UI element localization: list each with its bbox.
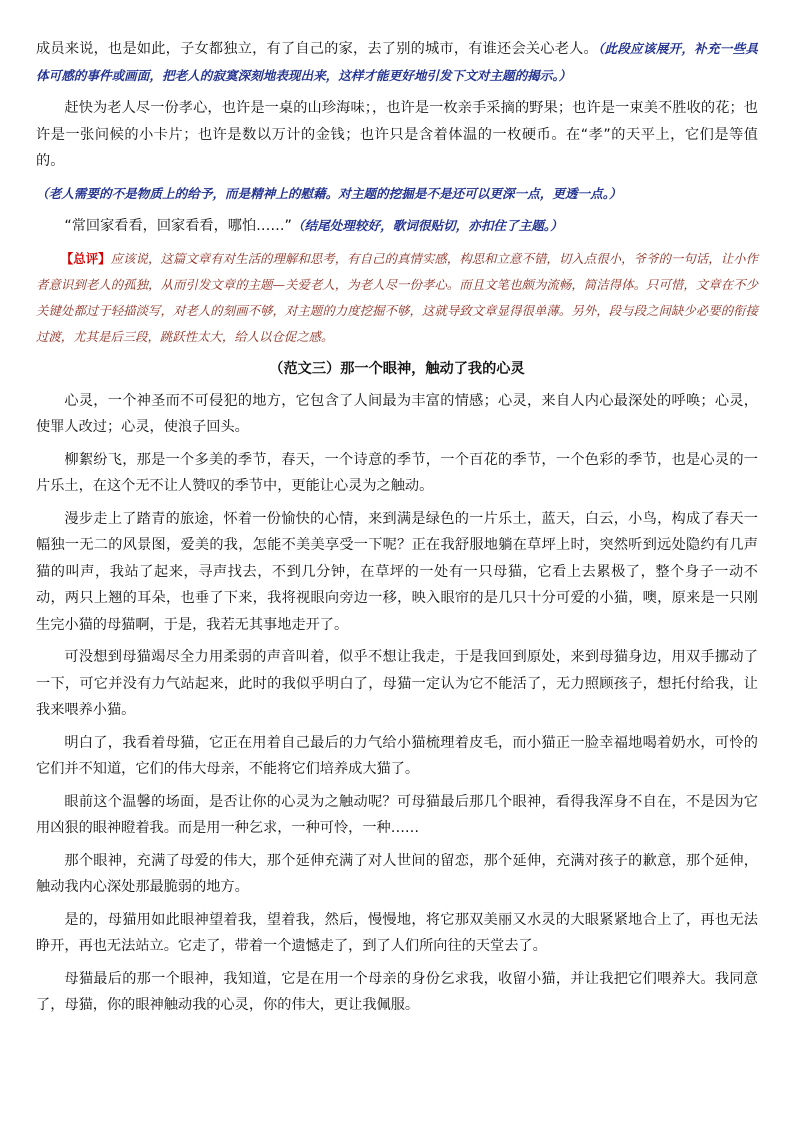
paragraph-annotation-spiritual [36, 181, 758, 208]
teacher-annotation: （老人需要的不是物质上的给予，而是精神上的慰藉。对主题的挖掘是不是还可以更深一点，更透一点。） [36, 185, 622, 201]
essay-paragraph: 漫步走上了踏青的旅途，怀着一份愉快的心情，来到满是绿色的一片乐土，蓝天，白云，小鸟，构成了春天一幅独一无二的风景图，爱美的我，怎能不美美享受一下呢？正在我舒服地躺在草坪上时，突然听到远处隐约有几声猫的叫声，我站了起来，寻声找去，不到几分钟，在草坪的一处有一只母猫，它看上去累极了，整个身子一动不动，两只上翘的耳朵，也垂了下来，我将视眼向旁边一移，映入眼帘的是几只十分可爱的小猫，噢，原来是一只刚生完小猫的母猫啊，于是，我若无其事地走开了。 [36, 510, 758, 633]
teacher-annotation: （此段应该展开，补充一些具体可感的事件或画面，把老人的寂寞深刻地表现出来，这样才能更好地引发下文对主题的揭示。） [36, 41, 758, 83]
paragraph-elderly-loneliness [36, 36, 758, 89]
paragraph-text: 成员来说，也是如此，子女都独立，有了自己的家，去了别的城市，有谁还会关心老人。 [36, 41, 598, 57]
paragraph-filial-piety [36, 95, 758, 175]
essay-paragraph: 心灵，一个神圣而不可侵犯的地方，它包含了人间最为丰富的情感；心灵，来自人内心最深处的呼唤；心灵，使罪人改过；心灵，使浪子回头。 [36, 392, 758, 435]
essay-paragraph: 可没想到母猫竭尽全力用柔弱的声音叫着，似乎不想让我走，于是我回到原处，来到母猫身边，用双手挪动了一下，可它并没有力气站起来，此时的我似乎明白了，母猫一定认为它不能活了，无力照顾孩子，想托付给我，让我来喂养小猫。 [36, 649, 758, 718]
paragraph-text: “常回家看看，回家看看，哪怕……” [64, 218, 292, 234]
paragraph-text: 赶快为老人尽一份孝心，也许是一桌的山珍海味；，也许是一枚亲手采摘的野果；也许是一束美不胜收的花；也许是一张问候的小卡片；也许是数以万计的金钱；也许只是含着体温的一枚硬币。在“孝”的天平上，它们是等值的。 [36, 100, 758, 169]
review-text: 应该说，这篇文章有对生活的理解和思考，有自己的真情实感，构思和立意不错，切入点很小，爷爷的一句话，让小作者意识到老人的孤独，从而引发文章的主题—关爱老人，为老人尽一份孝心。而且文笔也颇为流畅，简洁得体。只可惜，文章在不少关键处都过于轻描淡写，对老人的刻画不够，对主题的力度挖掘不够，这就导致文章显得很单薄。另外，段与段之间缺少必要的衔接过渡，尤其是后三段，跳跃性太大，给人以仓促之感。 [36, 250, 759, 344]
review-label: 【总评】 [60, 250, 111, 266]
paragraph-song-lyric [36, 213, 758, 240]
essay-paragraph: 母猫最后的那一个眼神，我知道，它是在用一个母亲的身份乞求我，收留小猫，并让我把它们喂养大。我同意了，母猫，你的眼神触动我的心灵，你的伟大，更让我佩服。 [36, 970, 758, 1013]
essay-title: （范文三）那一个眼神，触动了我的心灵 [269, 360, 525, 377]
essay-paragraph: 那个眼神，充满了母爱的伟大，那个延伸充满了对人世间的留恋，那个延伸，充满对孩子的歉意，那个延伸，触动我内心深处那最脆弱的地方。 [36, 852, 758, 895]
teacher-annotation: （结尾处理较好，歌词很贴切，亦扣住了主题。） [291, 218, 563, 233]
essay-paragraph: 柳絮纷飞，那是一个多美的季节，春天，一个诗意的季节，一个百花的季节，一个色彩的季节，也是心灵的一片乐土，在这个无不让人赞叹的季节中，更能让心灵为之触动。 [36, 451, 758, 494]
essay-paragraph: 明白了，我看着母猫，它正在用着自己最后的力气给小猫梳理着皮毛，而小猫正一脸幸福地喝着奶水，可怜的它们并不知道，它们的伟大母亲，不能将它们培养成大猫了。 [36, 734, 758, 777]
essay-paragraph: 是的，母猫用如此眼神望着我，望着我，然后，慢慢地，将它那双美丽又水灵的大眼紧紧地合上了，再也无法睁开，再也无法站立。它走了，带着一个遗憾走了，到了人们所向往的天堂去了。 [36, 911, 758, 954]
overall-review [36, 246, 758, 350]
essay-paragraph: 眼前这个温馨的场面，是否让你的心灵为之触动呢？可母猫最后那几个眼神，看得我浑身不自在，不是因为它用凶狠的眼神瞪着我。而是用一种乞求，一种可怜，一种…… [36, 793, 758, 836]
